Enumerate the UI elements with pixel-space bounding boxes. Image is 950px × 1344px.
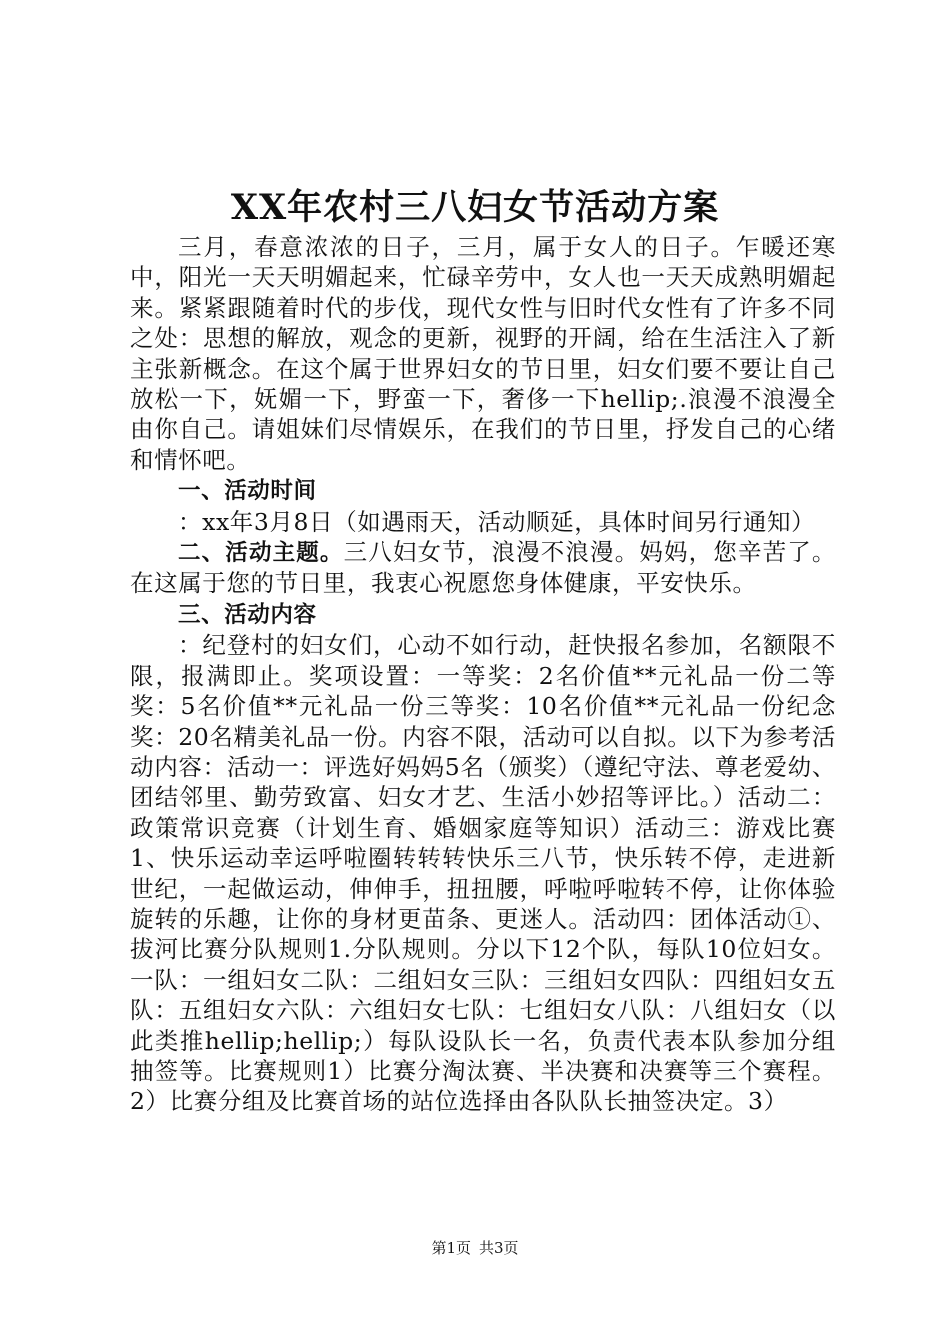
section-heading: 二、活动主题。 <box>178 540 344 567</box>
section-heading: 一、活动时间 <box>178 478 317 505</box>
section-time-heading <box>130 475 836 506</box>
document-title: XX年农村三八妇女节活动方案 <box>230 187 720 228</box>
section-content-heading <box>130 599 836 630</box>
section-theme-paragraph <box>130 537 836 599</box>
section-time-paragraph: ：xx年3月8日（如遇雨天，活动顺延，具体时间另行通知） <box>178 507 816 536</box>
section-heading: 三、活动内容 <box>178 601 317 628</box>
page-number: 第1页 <box>431 1239 471 1257</box>
intro-paragraph: 三月，春意浓浓的日子，三月，属于女人的日子。乍暖还寒中，阳光一天天明媚起来，忙碌辛劳中，女人也一天天成熟明媚起来。紧紧跟随着时代的步伐，现代女性与旧时代女性有了许多不同之处：思想的解放，观念的更新，视野的开阔，给在生活注入了新主张新概念。在这个属于世界妇女的节日里，妇女们要不要让自己放松一下，妩媚一下，野蛮一下，奢侈一下hellip;.浪漫不浪漫全由你自己。请姐妹们尽情娱乐，在我们的节日里，抒发自己的心绪和情怀吧。 <box>130 233 836 474</box>
document-body <box>130 232 836 1117</box>
page-footer <box>0 1238 950 1258</box>
section-text: 三八妇女节，浪漫不浪漫。妈妈，您辛苦了。在这属于您的节日里，我衷心祝愿您身体健康，平安快乐。 <box>130 538 837 598</box>
page-total: 共3页 <box>479 1239 519 1257</box>
section-content-paragraph: ：纪登村的妇女们，心动不如行动，赶快报名参加，名额限不限，报满即止。奖项设置：一等奖：2名价值**元礼品一份二等奖：5名价值**元礼品一份三等奖：10名价值**元礼品一份纪念奖：20名精美礼品一份。内容不限，活动可以自拟。以下为参考活动内容：活动一：评选好妈妈5名（颁奖）（遵纪守法、尊老爱幼、团结邻里、勤劳致富、妇女才艺、生活小妙招等评比。）活动二：政策常识竞赛（计划生育、婚姻家庭等知识）活动三：游戏比赛1、快乐运动幸运呼啦圈转转转快乐三八节，快乐转不停，走进新世纪，一起做运动，伸伸手，扭扭腰，呼啦呼啦转不停，让你体验旋转的乐趣，让你的身材更苗条、更迷人。活动四：团体活动①、拔河比赛分队规则1.分队规则。分以下12个队，每队10位妇女。一队：一组妇女二队：二组妇女三队：三组妇女四队：四组妇女五队：五组妇女六队：六组妇女七队：七组妇女八队：八组妇女（以此类推hellip;hellip;）每队设队长一名，负责代表本队参加分组抽签等。比赛规则1）比赛分淘汰赛、半决赛和决赛等三个赛程。2）比赛分组及比赛首场的站位选择由各队队长抽签决定。3） <box>130 631 836 1116</box>
